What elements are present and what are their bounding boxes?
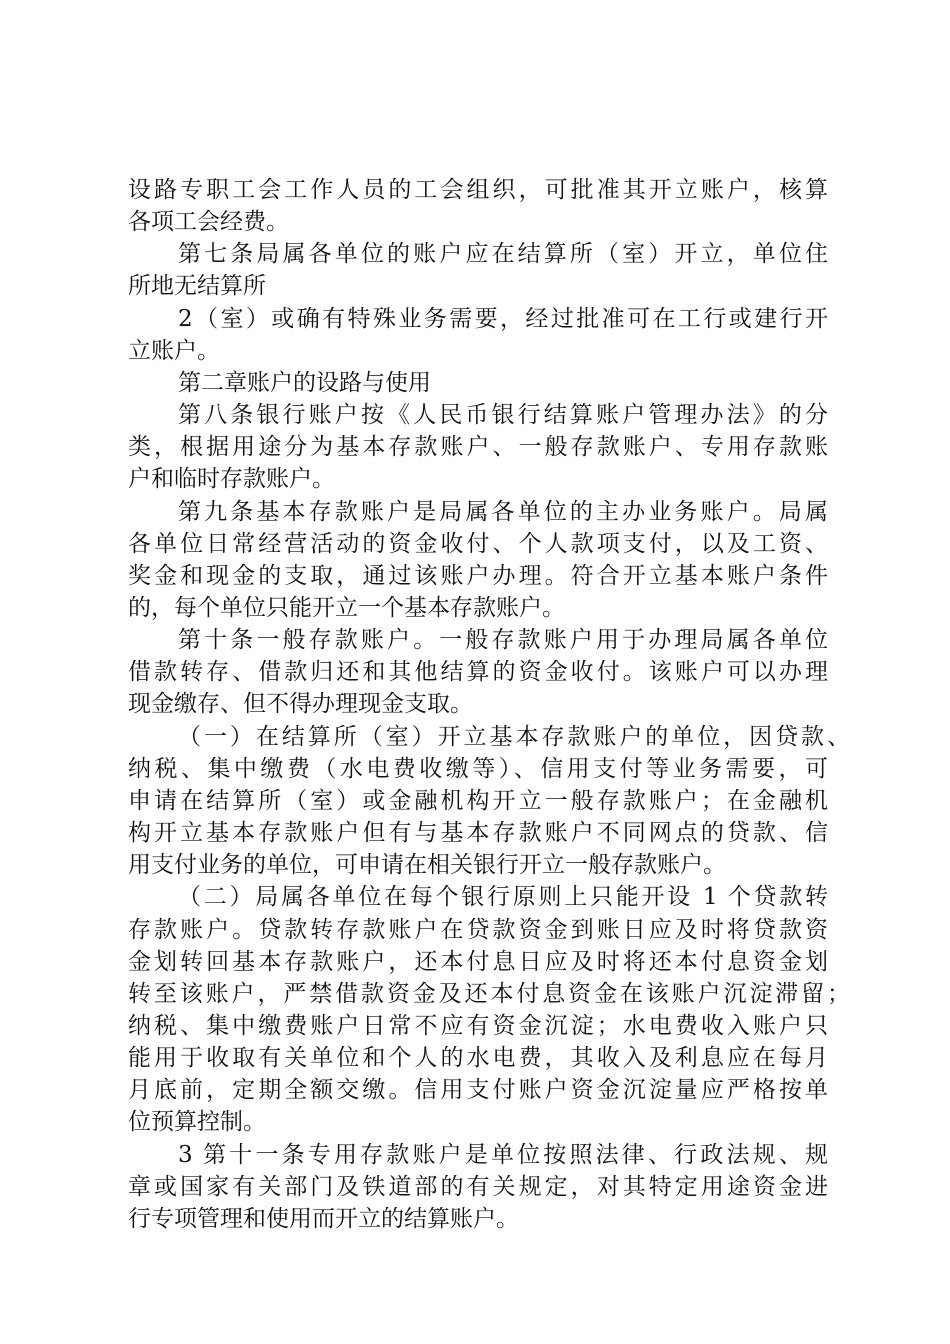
text-line: 各项工会经费。	[128, 209, 289, 235]
text-line: 3 第十一条专用存款账户是单位按照法律、行政法规、规	[178, 1142, 828, 1168]
text-line: （一）在结算所（室）开立基本存款账户的单位，因贷款、	[178, 724, 850, 750]
text-line: 转至该账户，严禁借款资金及还本付息资金在该账户沉淀滞留；	[128, 981, 850, 1007]
text-line: 能用于收取有关单位和个人的水电费，其收入及利息应在每月	[128, 1045, 828, 1071]
text-line: 奖金和现金的支取，通过该账户办理。符合开立基本账户条件	[128, 563, 828, 589]
text-line: 的，每个单位只能开立一个基本存款账户。	[128, 595, 565, 621]
text-line: 用支付业务的单位，可申请在相关银行开立一般存款账户。	[128, 852, 726, 878]
text-line: 户和临时存款账户。	[128, 466, 335, 492]
text-line: 2（室）或确有特殊业务需要，经过批准可在工行或建行开	[178, 306, 828, 332]
text-line: 第十条一般存款账户。一般存款账户用于办理局属各单位	[178, 627, 828, 653]
text-line: 申请在结算所（室）或金融机构开立一般存款账户；在金融机	[128, 788, 828, 814]
text-line: 类，根据用途分为基本存款账户、一般存款账户、专用存款账	[128, 434, 828, 460]
text-line: 设路专职工会工作人员的工会组织，可批准其开立账户，核算	[128, 177, 828, 203]
text-line: 位预算控制。	[128, 1109, 266, 1135]
text-line: 金划转回基本存款账户，还本付息日应及时将还本付息资金划	[128, 949, 828, 975]
text-line: 现金缴存、但不得办理现金支取。	[128, 691, 473, 717]
text-line: 构开立基本存款账户但有与基本存款账户不同网点的贷款、信	[128, 820, 828, 846]
section-heading: 第二章账户的设路与使用	[178, 370, 431, 396]
text-line: 纳税、集中缴费（水电费收缴等）、信用支付等业务需要，可	[128, 756, 828, 782]
text-line: 各单位日常经营活动的资金收付、个人款项支付，以及工资、	[128, 531, 828, 557]
text-line: 月底前，定期全额交缴。信用支付账户资金沉淀量应严格按单	[128, 1077, 828, 1103]
text-line: 行专项管理和使用而开立的结算账户。	[128, 1206, 519, 1232]
text-line: （二）局属各单位在每个银行原则上只能开设 1 个贷款转	[178, 884, 828, 910]
text-line: 纳税、集中缴费账户日常不应有资金沉淀；水电费收入账户只	[128, 1013, 828, 1039]
text-line: 借款转存、借款归还和其他结算的资金收付。该账户可以办理	[128, 659, 828, 685]
text-line: 存款账户。贷款转存款账户在贷款资金到账日应及时将贷款资	[128, 917, 828, 943]
text-line: 章或国家有关部门及铁道部的有关规定，对其特定用途资金进	[128, 1174, 828, 1200]
text-line: 第八条银行账户按《人民币银行结算账户管理办法》的分	[178, 402, 828, 428]
text-line: 立账户。	[128, 338, 220, 364]
text-line: 第九条基本存款账户是局属各单位的主办业务账户。局属	[178, 499, 828, 525]
text-line: 第七条局属各单位的账户应在结算所（室）开立，单位住	[178, 241, 828, 267]
text-line: 所地无结算所	[128, 273, 266, 299]
